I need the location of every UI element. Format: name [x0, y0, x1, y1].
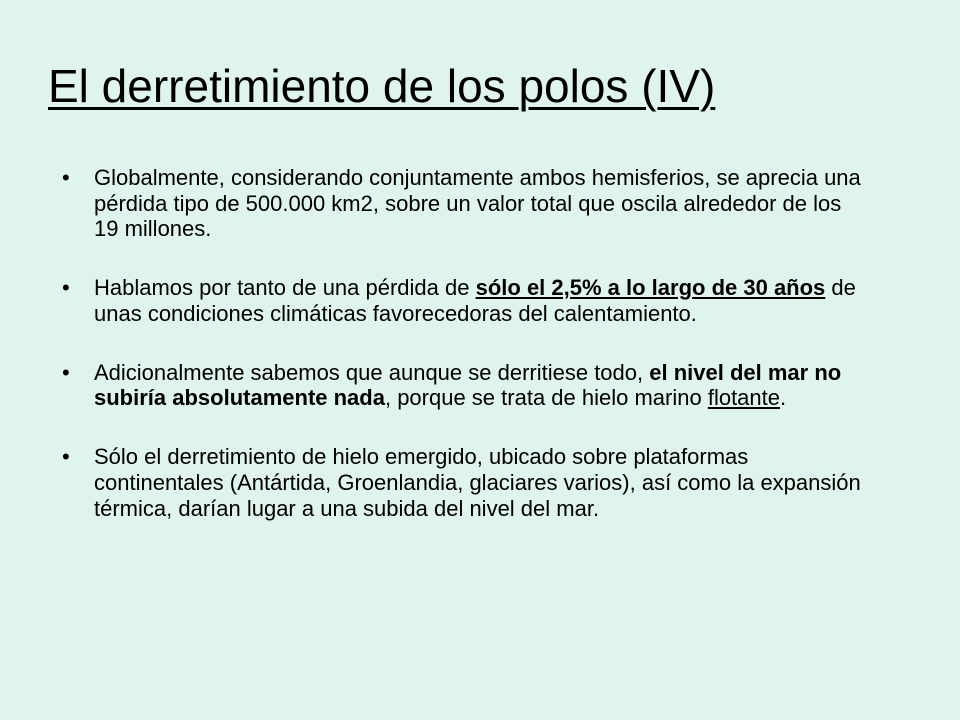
- bullet-emphasis: sólo el 2,5% a lo largo de 30 años: [475, 275, 826, 301]
- bullet-text: Sólo el derretimiento de hielo emergido, ubicado sobre plataformas continentales (Antártida, Groenlandia, glaciares varios), así como la expansión térmica, darían lugar a una subida del nivel del mar.: [94, 444, 861, 521]
- bullet-marker: •: [62, 165, 70, 190]
- bullet-underlined-word: flotante: [707, 385, 780, 411]
- bullet-marker: •: [62, 359, 70, 385]
- bullet-text-end: .: [780, 385, 787, 411]
- slide-title: El derretimiento de los polos (IV): [48, 60, 716, 112]
- bullet-item-emerged-ice: [62, 444, 862, 521]
- bullet-item-percentage: [62, 275, 862, 326]
- bullet-marker: •: [62, 444, 70, 470]
- bullet-text-start: Adicionalmente sabemos que aunque se derritiese todo,: [94, 359, 650, 385]
- bullet-item-sea-level: [62, 360, 862, 411]
- bullet-text-start: Hablamos por tanto de una pérdida de: [94, 275, 476, 301]
- bullet-text-middle: , porque se trata de hielo marino: [384, 385, 708, 411]
- bullet-item-global-loss: [62, 165, 862, 242]
- bullet-text: Globalmente, considerando conjuntamente ambos hemisferios, se aprecia una pérdida tipo de 500.000 km2, sobre un valor total que oscila alrededor de los 19 millones.: [94, 165, 861, 242]
- bullet-marker: •: [62, 275, 70, 301]
- bullet-list: [62, 165, 862, 554]
- bullet-emphasis: el nivel del mar no subiría absolutamente nada: [94, 359, 842, 411]
- bullet-text-end: de unas condiciones climáticas favorecedoras del calentamiento.: [94, 275, 856, 326]
